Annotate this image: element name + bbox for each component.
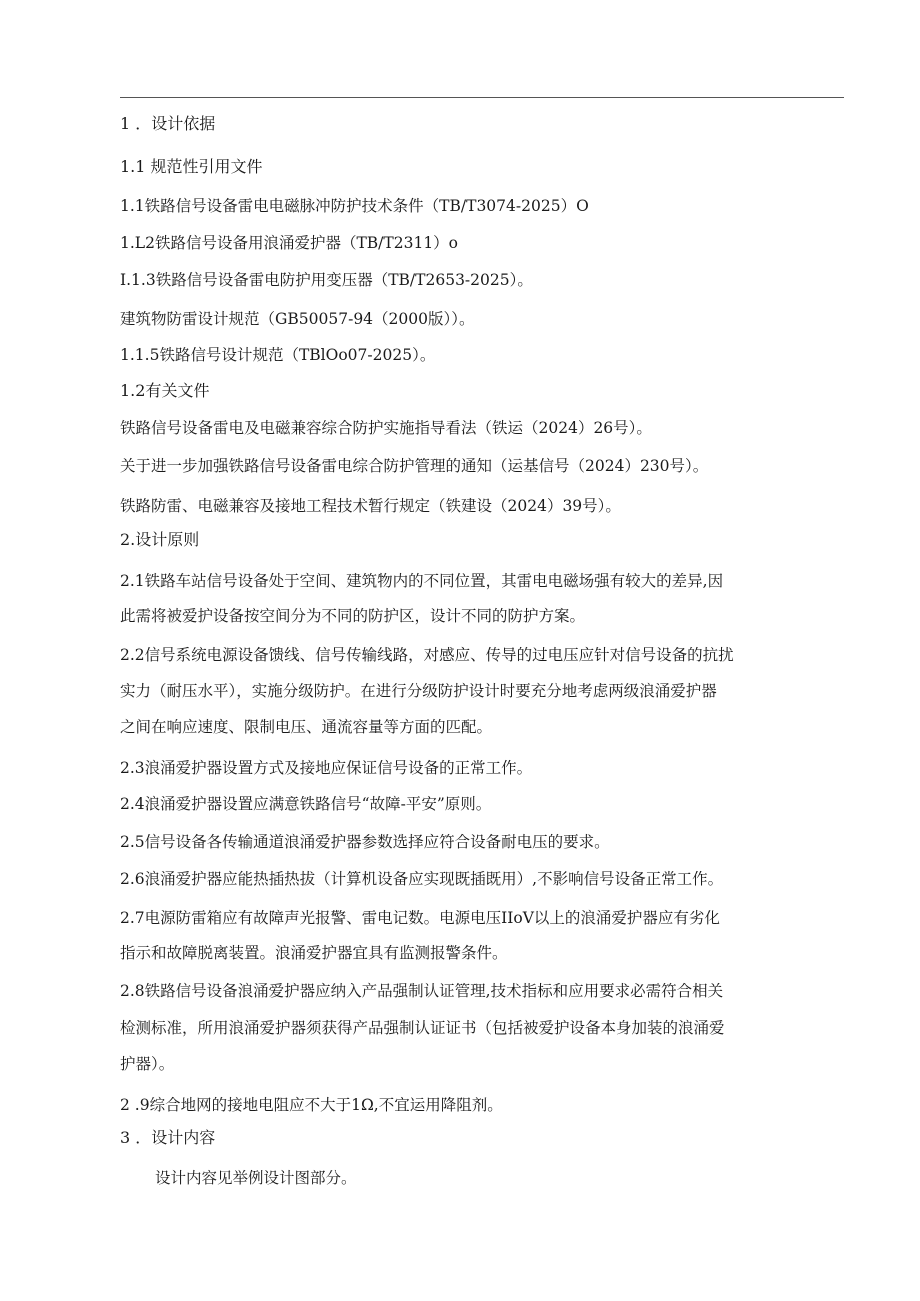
principle-item: 2 .9综合地网的接地电阻应不大于1Ω,不宜运用降阻剂。 bbox=[120, 1096, 503, 1114]
reference-item: 1.1.5铁路信号设计规范（TBlOo07-2025）。 bbox=[120, 346, 436, 364]
related-document-item: 关于进一步加强铁路信号设备雷电综合防护管理的通知（运基信号（2024）230号）。 bbox=[120, 457, 709, 475]
principle-paragraph-line: 2.8铁路信号设备浪涌爱护器应纳入产品强制认证管理,技术指标和应用要求必需符合相关 bbox=[120, 982, 724, 1000]
reference-item: 1.1铁路信号设备雷电电磁脉冲防护技术条件（TB/T3074-2025）O bbox=[120, 197, 589, 215]
reference-item: 1.L2铁路信号设备用浪涌爱护器（TB/T2311）o bbox=[120, 234, 459, 252]
section-heading-1: 1 ．设计依据 bbox=[120, 114, 216, 133]
related-document-item: 铁路信号设备雷电及电磁兼容综合防护实施指导看法（铁运（2024）26号）。 bbox=[120, 419, 652, 437]
header-rule bbox=[120, 97, 844, 98]
principle-paragraph-line: 2.2信号系统电源设备馈线、信号传输线路，对感应、传导的过电压应针对信号设备的抗扰 bbox=[120, 646, 734, 664]
principle-item: 2.3浪涌爱护器设置方式及接地应保证信号设备的正常工作。 bbox=[120, 759, 533, 777]
subsection-heading-1-2: 1.2有关文件 bbox=[120, 381, 210, 400]
related-document-item: 铁路防雷、电磁兼容及接地工程技术暂行规定（铁建设（2024）39号）。 bbox=[120, 497, 621, 515]
reference-item: I.1.3铁路信号设备雷电防护用变压器（TB/T2653-2025）。 bbox=[120, 271, 533, 289]
principle-paragraph-line: 实力（耐压水平），实施分级防护。在进行分级防护设计时要充分地考虑两级浪涌爱护器 bbox=[120, 682, 717, 700]
principle-item: 2.4浪涌爱护器设置应满意铁路信号“故障-平安”原则。 bbox=[120, 795, 492, 813]
principle-paragraph-line: 之间在响应速度、限制电压、通流容量等方面的匹配。 bbox=[120, 718, 493, 736]
principle-paragraph-line: 指示和故障脱离装置。浪涌爱护器宜具有监测报警条件。 bbox=[120, 944, 508, 962]
section-heading-3: 3 ．设计内容 bbox=[120, 1128, 216, 1147]
principle-paragraph-line: 2.1铁路车站信号设备处于空间、建筑物内的不同位置，其雷电电磁场强有较大的差异,因 bbox=[120, 572, 724, 590]
principle-paragraph-line: 此需将被爱护设备按空间分为不同的防护区，设计不同的防护方案。 bbox=[120, 607, 586, 625]
section-heading-2: 2.设计原则 bbox=[120, 530, 200, 549]
reference-item: 建筑物防雷设计规范（GB50057-94（2000版））。 bbox=[120, 310, 475, 328]
principle-item: 2.5信号设备各传输通道浪涌爱护器参数选择应符合设备耐电压的要求。 bbox=[120, 833, 610, 851]
principle-paragraph-line: 护器）。 bbox=[120, 1055, 175, 1073]
subsection-heading-1-1: 1.1 规范性引用文件 bbox=[120, 157, 263, 176]
principle-paragraph-line: 检测标准，所用浪涌爱护器须获得产品强制认证证书（包括被爱护设备本身加装的浪涌爱 bbox=[120, 1019, 725, 1037]
principle-item: 2.6浪涌爱护器应能热插热拔（计算机设备应实现既插既用）,不影响信号设备正常工作。 bbox=[120, 870, 724, 888]
design-content-paragraph: 设计内容见举例设计图部分。 bbox=[155, 1169, 357, 1187]
principle-paragraph-line: 2.7电源防雷箱应有故障声光报警、雷电记数。电源电压IIoV以上的浪涌爱护器应有劣化 bbox=[120, 909, 720, 927]
